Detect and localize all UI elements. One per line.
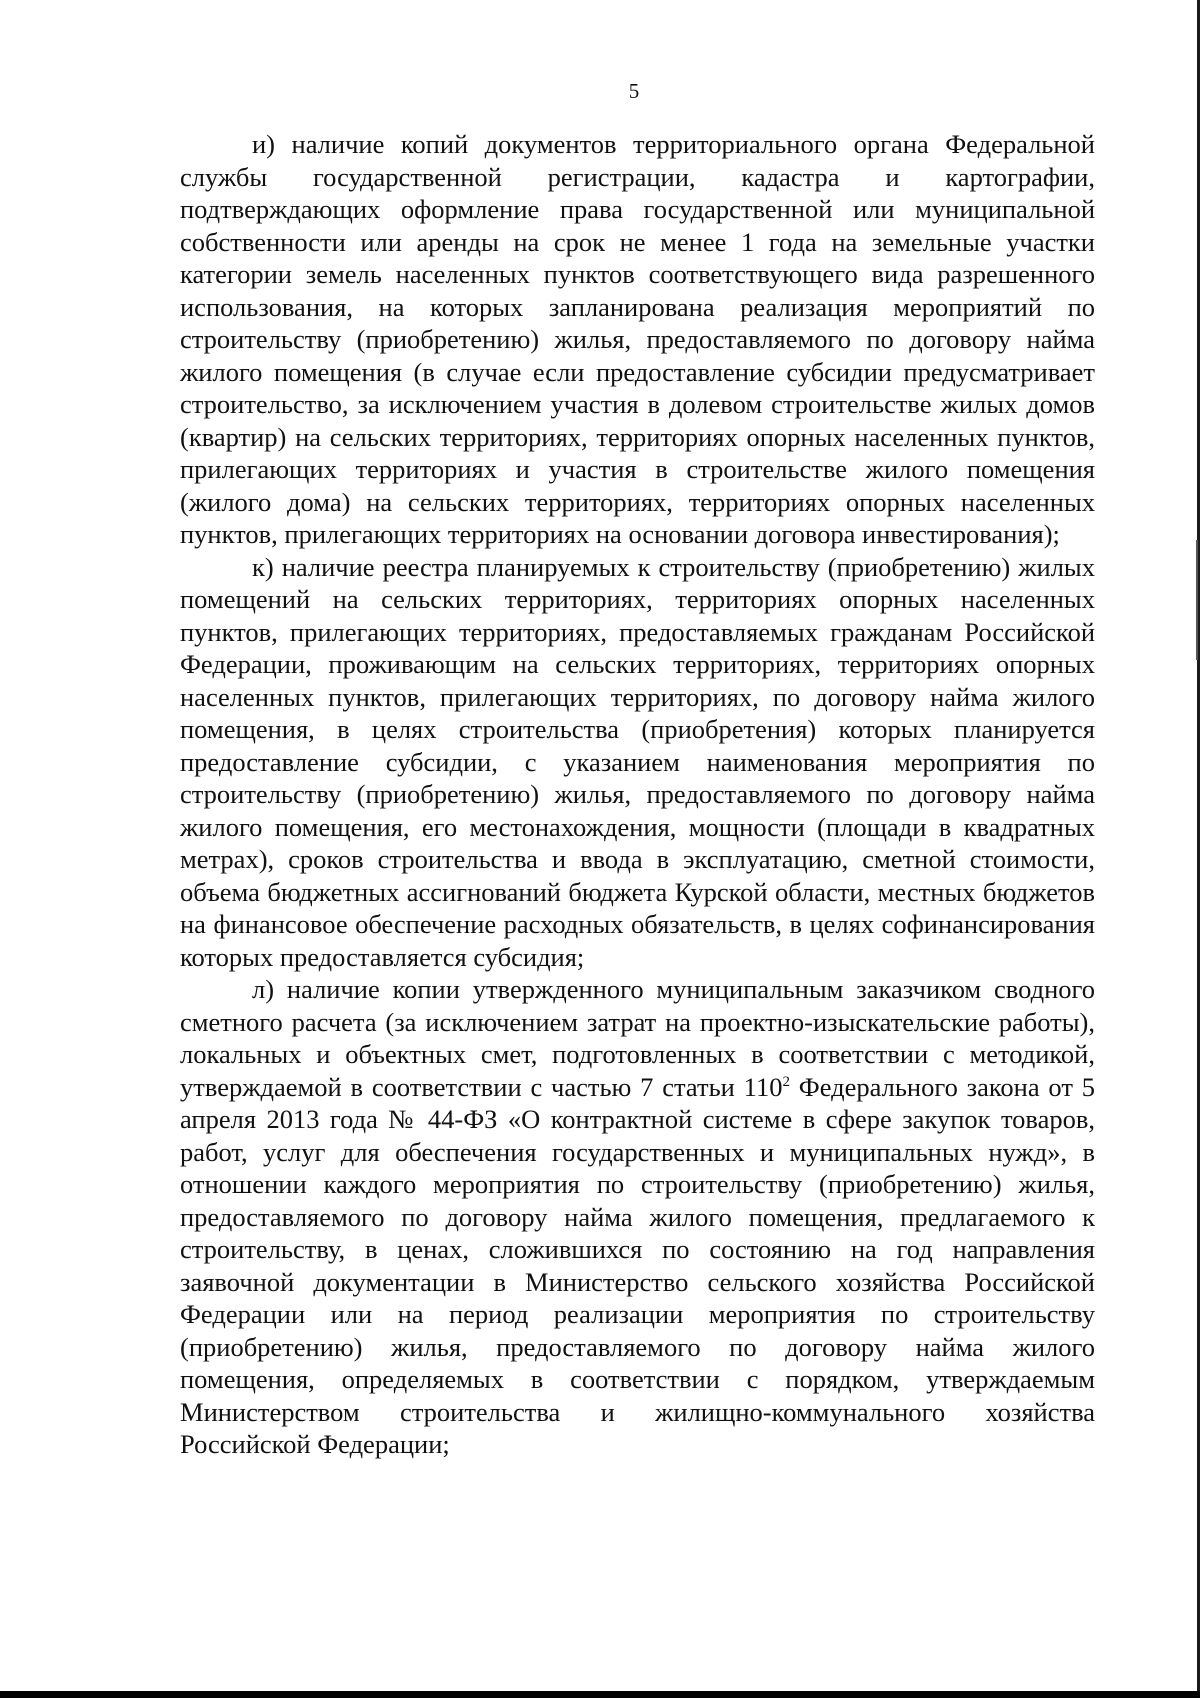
document-body bbox=[180, 128, 1095, 1461]
paragraph-l-part1: л) наличие копии утвержденного муниципальным заказчиком сводного сметного расчета (за исключением затрат на проектно-изыскательские работы), локальных и объектных смет, подготовленных в соответствии с методикой, утверждаемой в соответствии с частью 7 статьи 110 bbox=[180, 974, 1095, 1102]
paragraph-l-part2: Федерального закона от 5 апреля 2013 года № 44-ФЗ «О контрактной системе в сфере закупок товаров, работ, услуг для обеспечения государственных и муниципальных нужд», в отношении каждого мероприятия по строительству (приобретению) жилья, предоставляемого по договору найма жилого помещения, предлагаемого к строительству, в ценах, сложившихся по состоянию на год направления заявочной документации в Министерство сельского хозяйства Российской Федерации или на период реализации мероприятия по строительству (приобретению) жилья, предоставляемого по договору найма жилого помещения, определяемых в соответствии с порядком, утверждаемым Министерством строительства и жилищно-коммунального хозяйства Российской Федерации; bbox=[180, 1071, 1095, 1459]
paragraph-i: и) наличие копий документов территориального органа Федеральной службы государственной регистрации, кадастра и картографии, подтверждающих оформление права государственной или муниципальной собственности или аренды на срок не менее 1 года на земельные участки категории земель населенных пунктов соответствующего вида разрешенного использования, на которых запланирована реализация мероприятий по строительству (приобретению) жилья, предоставляемого по договору найма жилого помещения (в случае если предоставление субсидии предусматривает строительство, за исключением участия в долевом строительстве жилых домов (квартир) на сельских территориях, территориях опорных населенных пунктов, прилегающих территориях и участия в строительстве жилого помещения (жилого дома) на сельских территориях, территориях опорных населенных пунктов, прилегающих территориях на основании договора инвестирования); bbox=[180, 129, 1095, 549]
scan-edge-bottom bbox=[0, 1691, 1200, 1698]
scan-mark-right bbox=[1196, 540, 1198, 660]
article-superscript: 2 bbox=[782, 1073, 790, 1090]
paragraph-k: к) наличие реестра планируемых к строительству (приобретению) жилых помещений на сельских территориях, территориях опорных населенных пунктов, прилегающих территориях, предоставляемых гражданам Российской Федерации, проживающим на сельских территориях, территориях опорных населенных пунктов, прилегающих территориях, по договору найма жилого помещения, в целях строительства (приобретения) которых планируется предоставление субсидии, с указанием наименования мероприятия по строительству (приобретению) жилья, предоставляемого по договору найма жилого помещения, его местонахождения, мощности (площади в квадратных метрах), сроков строительства и ввода в эксплуатацию, сметной стоимости, объема бюджетных ассигнований бюджета Курской области, местных бюджетов на финансовое обеспечение расходных обязательств, в целях софинансирования которых предоставляется субсидия; bbox=[180, 551, 1095, 972]
page-number: 5 bbox=[628, 79, 640, 103]
paragraph-l bbox=[180, 973, 1095, 1461]
